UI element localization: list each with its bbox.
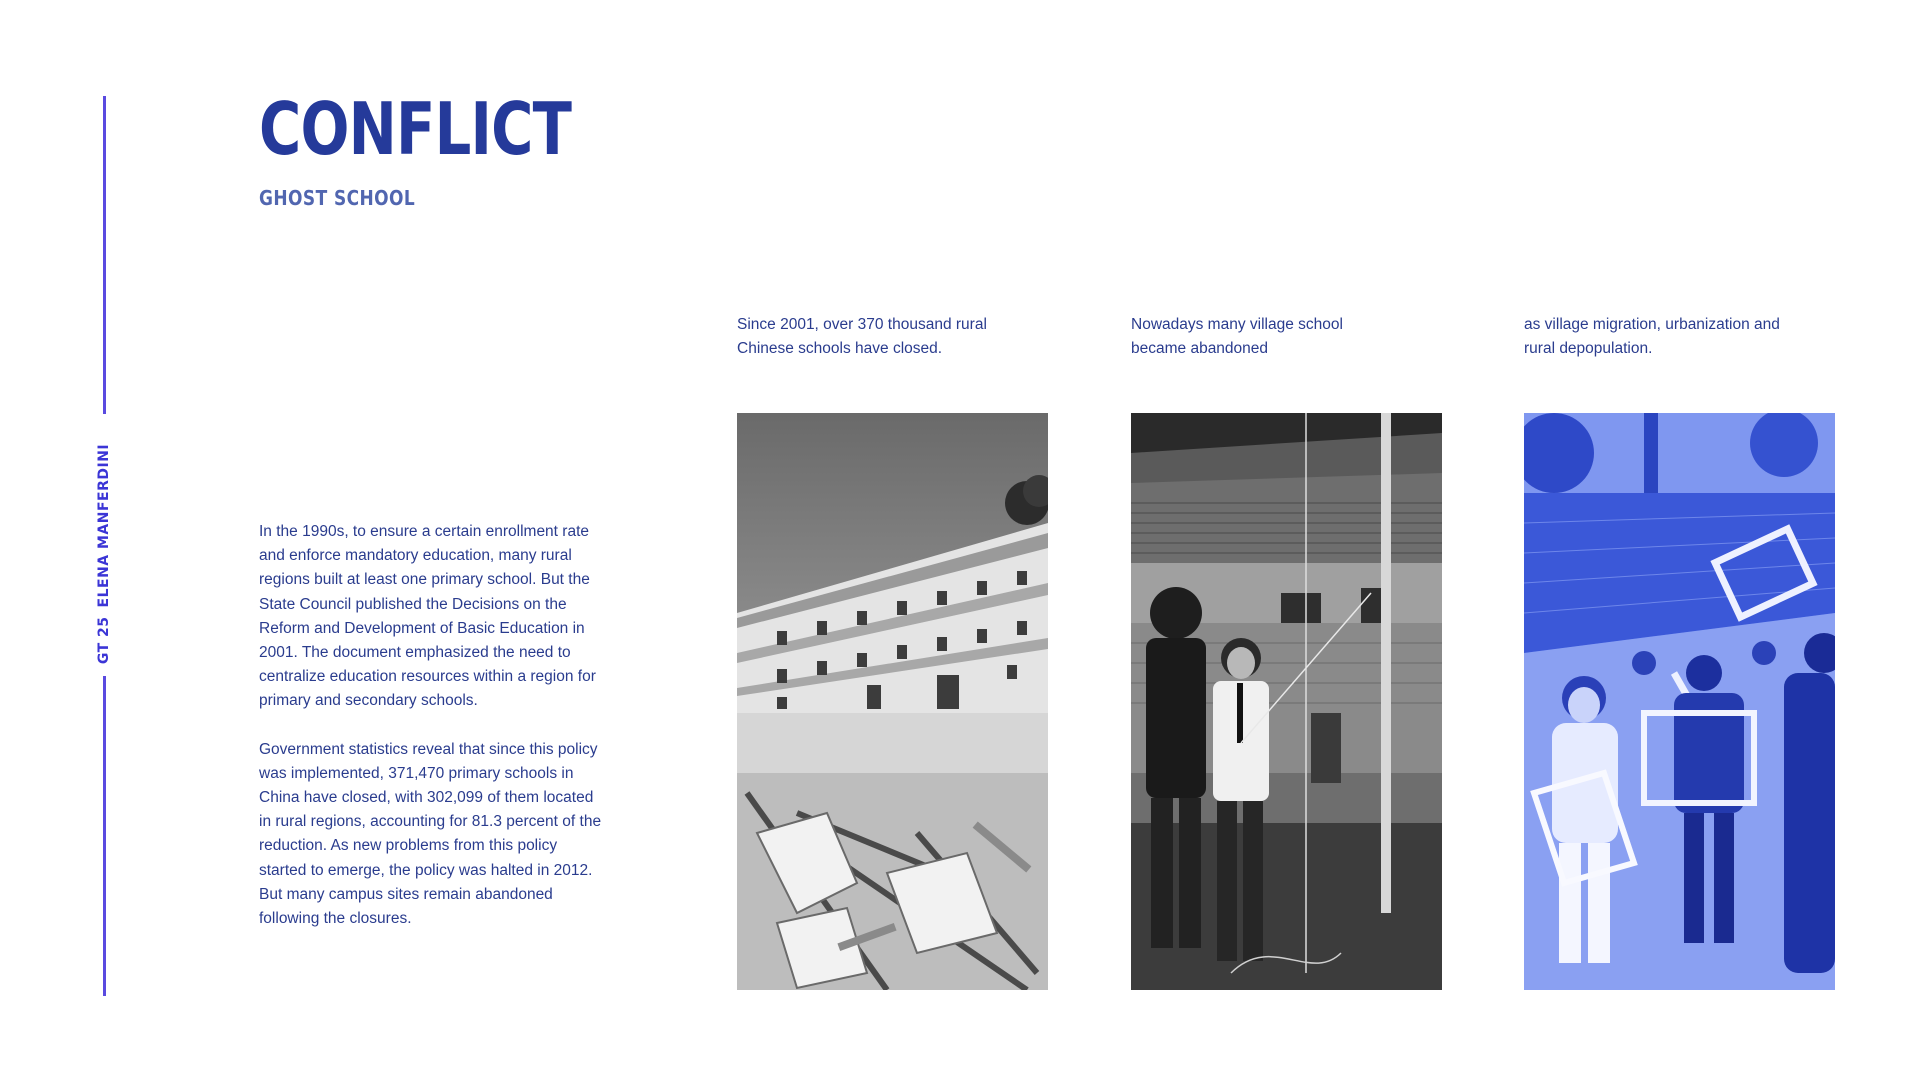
page-title: CONFLICT	[259, 87, 572, 171]
sidebar-rule-bottom	[103, 676, 106, 996]
sidebar-label	[96, 444, 112, 664]
body-paragraph-2: Government statistics reveal that since this policy was implemented, 371,470 primary schools in China have closed, with 302,099 of them located in rural regions, accounting for 81.3 percent of the reduction. As new problems from this policy started to emerge, the policy was halted in 2012. But many campus sites remain abandoned following the closures.	[259, 740, 602, 928]
photo-abandoned-school	[737, 413, 1048, 990]
photo-kids-carrying-desks	[1524, 413, 1835, 990]
page-subtitle: GHOST SCHOOL	[259, 186, 416, 210]
caption-3: as village migration, urbanization and rural depopulation.	[1524, 316, 1780, 358]
body-text	[259, 520, 604, 955]
course-code: GT 25	[96, 616, 112, 665]
body-paragraph-1: In the 1990s, to ensure a certain enrollment rate and enforce mandatory education, many rural regions built at least one primary school. But the State Council published the Decisions on the Reform and Development of Basic Education in 2001. The document emphasized the need to centralize education resources within a region for primary and secondary schools.	[259, 523, 596, 710]
author-name: ELENA MANFERDINI	[96, 443, 112, 608]
sidebar-rule-top	[103, 96, 106, 414]
photo-children-flagpole	[1131, 413, 1442, 990]
caption-1: Since 2001, over 370 thousand rural Chinese schools have closed.	[737, 316, 987, 358]
caption-2: Nowadays many village school became abandoned	[1131, 316, 1343, 358]
